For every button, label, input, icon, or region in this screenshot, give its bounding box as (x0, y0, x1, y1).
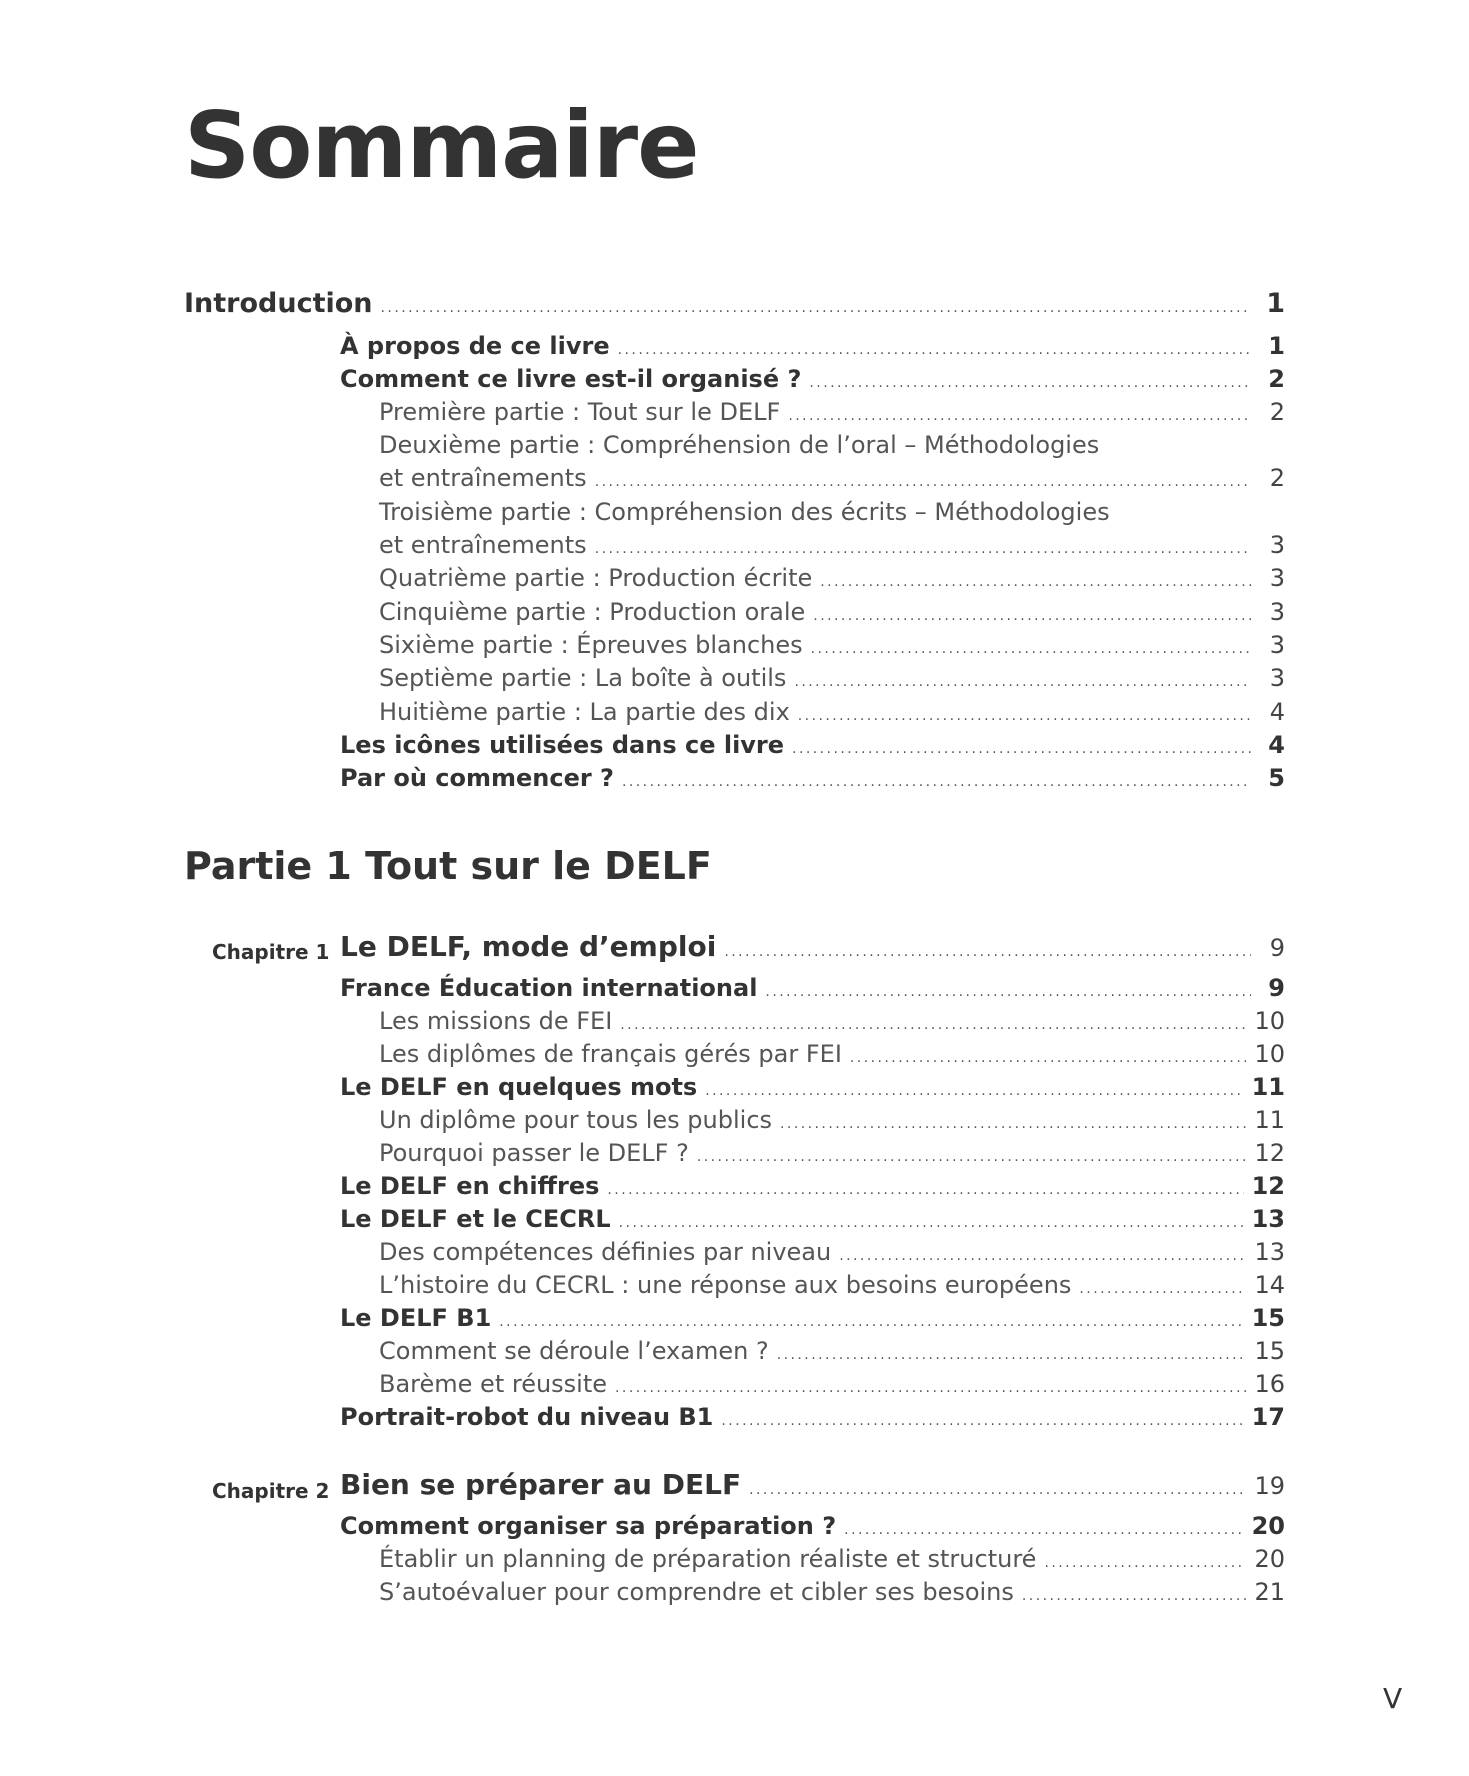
toc-entry-label: Première partie : Tout sur le DELF (379, 398, 781, 426)
leader-dots (850, 1040, 1247, 1068)
toc-subentry[interactable] (379, 564, 1285, 592)
leader-dots (595, 464, 1251, 492)
toc-entry[interactable] (340, 1512, 1285, 1540)
toc-entry[interactable] (340, 1205, 1285, 1233)
toc-entry-label: et entraînements (379, 464, 587, 492)
chapter-label: Chapitre 1 (212, 940, 330, 964)
toc-entry[interactable] (340, 1073, 1285, 1101)
toc-subentry[interactable] (379, 1007, 1285, 1035)
toc-entry-label: Les missions de FEI (379, 1007, 613, 1035)
toc-page-number: 16 (1254, 1370, 1285, 1398)
toc-page-number: 1 (1268, 332, 1285, 360)
toc-entry[interactable] (340, 974, 1285, 1002)
toc-entry-label: Barème et réussite (379, 1370, 608, 1398)
toc-entry[interactable] (340, 764, 1285, 792)
toc-entry-label: Comment ce livre est-il organisé ? (340, 365, 802, 393)
toc-page-number: 21 (1254, 1578, 1285, 1606)
toc-entry-label: S’autoévaluer pour comprendre et cibler ses besoins (379, 1578, 1014, 1606)
toc-page-number: 10 (1254, 1007, 1285, 1035)
toc-entry-label: Huitième partie : La partie des dix (379, 698, 790, 726)
leader-dots (619, 1205, 1244, 1233)
toc-page-number: 2 (1269, 398, 1285, 426)
toc-entry-label: L’histoire du CECRL : une réponse aux besoins européens (379, 1271, 1072, 1299)
toc-entry-label: À propos de ce livre (340, 332, 610, 360)
toc-subentry[interactable] (379, 1545, 1285, 1573)
leader-dots (1044, 1545, 1246, 1573)
leader-dots (622, 764, 1251, 792)
leader-dots (844, 1512, 1243, 1540)
toc-entry[interactable] (340, 731, 1285, 759)
toc-subentry[interactable] (379, 1271, 1285, 1299)
toc-entry-label: Le DELF en chiffres (340, 1172, 600, 1200)
toc-entry-label: Le DELF B1 (340, 1304, 492, 1332)
toc-entry-introduction[interactable] (184, 288, 1285, 319)
leader-dots (724, 930, 1251, 963)
toc-entry[interactable] (340, 1403, 1285, 1431)
toc-page-number: 2 (1268, 365, 1285, 393)
toc-page-number: 12 (1251, 1172, 1285, 1200)
toc-page-number: 11 (1251, 1073, 1285, 1101)
toc-page-number: 11 (1254, 1106, 1285, 1134)
leader-dots (798, 698, 1251, 726)
toc-page-number: 3 (1269, 531, 1285, 559)
toc-entry[interactable] (340, 365, 1285, 393)
leader-dots (811, 631, 1251, 659)
toc-entry-label: Introduction (184, 288, 373, 319)
leader-dots (765, 974, 1251, 1002)
toc-entry-label: Pourquoi passer le DELF ? (379, 1139, 689, 1167)
toc-entry-label: Des compétences définies par niveau (379, 1238, 832, 1266)
toc-page-number: 13 (1254, 1238, 1285, 1266)
toc-page-number: 4 (1268, 731, 1285, 759)
page-title: Sommaire (184, 92, 699, 199)
toc-page-number: 14 (1254, 1271, 1285, 1299)
toc-entry-label: Les icônes utilisées dans ce livre (340, 731, 785, 759)
toc-entry-label: Bien se préparer au DELF (340, 1468, 742, 1501)
toc-chapter-1[interactable] (340, 930, 1285, 963)
toc-subentry[interactable] (379, 531, 1285, 559)
toc-subentry[interactable] (379, 398, 1285, 426)
toc-entry-label: et entraînements (379, 531, 587, 559)
leader-dots (615, 1370, 1246, 1398)
toc-entry-label: Le DELF et le CECRL (340, 1205, 611, 1233)
toc-entry-label: Portrait-robot du niveau B1 (340, 1403, 714, 1431)
toc-page-number: 3 (1269, 664, 1285, 692)
toc-entry-label: Le DELF en quelques mots (340, 1073, 698, 1101)
toc-subentry[interactable] (379, 1238, 1285, 1266)
toc-entry[interactable] (340, 1172, 1285, 1200)
toc-entry-label: Le DELF, mode d’emploi (340, 930, 717, 963)
leader-dots (618, 332, 1251, 360)
leader-dots (839, 1238, 1246, 1266)
toc-entry-label: Comment se déroule l’examen ? (379, 1337, 769, 1365)
leader-dots (381, 288, 1251, 319)
leader-dots (749, 1468, 1246, 1501)
leader-dots (499, 1304, 1243, 1332)
part-heading: Partie 1 Tout sur le DELF (184, 844, 712, 888)
toc-page-number: 15 (1254, 1337, 1285, 1365)
toc-subentry[interactable] (379, 1139, 1285, 1167)
toc-page-number: 2 (1269, 464, 1285, 492)
toc-subentry[interactable] (379, 664, 1285, 692)
toc-page-number: 15 (1251, 1304, 1285, 1332)
toc-page-number: 12 (1254, 1139, 1285, 1167)
chapter-label: Chapitre 2 (212, 1479, 330, 1503)
toc-subentry-line1: Deuxième partie : Compréhension de l’oral – Méthodologies (379, 431, 1100, 459)
toc-entry-label: Quatrième partie : Production écrite (379, 564, 813, 592)
toc-page-number: 20 (1254, 1545, 1285, 1573)
toc-page-number: 4 (1269, 698, 1285, 726)
toc-subentry[interactable] (379, 1106, 1285, 1134)
toc-page-number: 1 (1266, 288, 1285, 319)
leader-dots (1022, 1578, 1247, 1606)
leader-dots (780, 1106, 1246, 1134)
toc-entry-label: Les diplômes de français gérés par FEI (379, 1040, 842, 1068)
leader-dots (777, 1337, 1247, 1365)
toc-subentry[interactable] (379, 631, 1285, 659)
leader-dots (792, 731, 1251, 759)
toc-subentry[interactable] (379, 464, 1285, 492)
toc-subentry[interactable] (379, 1370, 1285, 1398)
toc-page-number: 9 (1269, 934, 1285, 962)
leader-dots (595, 531, 1251, 559)
toc-entry-label: France Éducation international (340, 974, 758, 1002)
toc-page-number: 19 (1254, 1472, 1285, 1500)
toc-entry[interactable] (340, 1304, 1285, 1332)
leader-dots (607, 1172, 1243, 1200)
toc-page-number: 20 (1251, 1512, 1285, 1540)
toc-entry-label: Établir un planning de préparation réaliste et structuré (379, 1545, 1037, 1573)
toc-subentry[interactable] (379, 1578, 1285, 1606)
leader-dots (820, 564, 1251, 592)
toc-page-number: 3 (1269, 564, 1285, 592)
toc-subentry[interactable] (379, 598, 1285, 626)
toc-entry-label: Comment organiser sa préparation ? (340, 1512, 837, 1540)
toc-subentry[interactable] (379, 1337, 1285, 1365)
leader-dots (788, 398, 1251, 426)
leader-dots (697, 1139, 1247, 1167)
toc-page-number: 13 (1251, 1205, 1285, 1233)
toc-entry-label: Par où commencer ? (340, 764, 614, 792)
toc-page-number: 17 (1251, 1403, 1285, 1431)
toc-page-number: 9 (1268, 974, 1285, 1002)
leader-dots (721, 1403, 1243, 1431)
toc-page-number: 10 (1254, 1040, 1285, 1068)
folio-page-number: V (1383, 1682, 1403, 1715)
toc-entry[interactable] (340, 332, 1285, 360)
leader-dots (794, 664, 1251, 692)
toc-chapter-2[interactable] (340, 1468, 1285, 1501)
leader-dots (1079, 1271, 1246, 1299)
leader-dots (705, 1073, 1243, 1101)
leader-dots (620, 1007, 1246, 1035)
toc-page-number: 5 (1268, 764, 1285, 792)
toc-entry-label: Septième partie : La boîte à outils (379, 664, 787, 692)
toc-entry-label: Cinquième partie : Production orale (379, 598, 806, 626)
toc-entry-label: Un diplôme pour tous les publics (379, 1106, 773, 1134)
toc-page-number: 3 (1269, 631, 1285, 659)
leader-dots (809, 365, 1251, 393)
toc-subentry[interactable] (379, 698, 1285, 726)
toc-page-number: 3 (1269, 598, 1285, 626)
toc-subentry[interactable] (379, 1040, 1285, 1068)
leader-dots (813, 598, 1251, 626)
toc-subentry-line1: Troisième partie : Compréhension des écrits – Méthodologies (379, 498, 1110, 526)
toc-entry-label: Sixième partie : Épreuves blanches (379, 631, 803, 659)
